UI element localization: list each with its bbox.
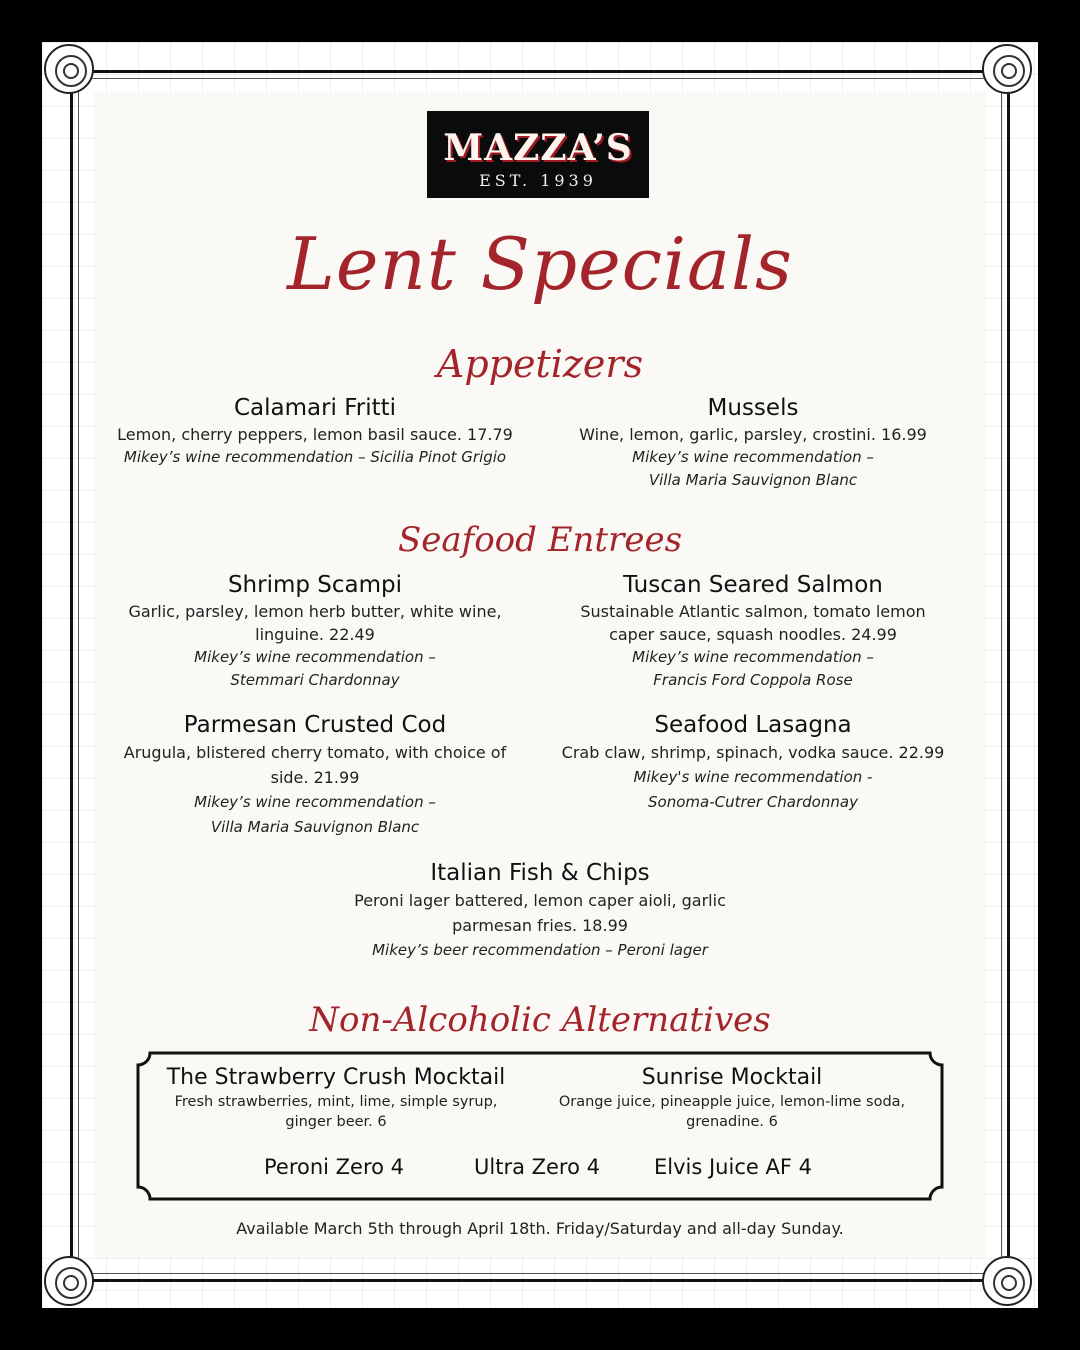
item-description: Crab claw, shrimp, spinach, vodka sauce. 22.99 <box>561 743 945 762</box>
item-description: linguine. 22.49 <box>255 625 375 644</box>
zero-drink: Ultra Zero 4 <box>474 1155 600 1179</box>
zero-drink: Peroni Zero 4 <box>264 1155 405 1179</box>
menu-item <box>108 710 522 840</box>
item-description: Wine, lemon, garlic, parsley, crostini. 16.99 <box>579 425 927 444</box>
item-recommendation: Mikey’s wine recommendation – <box>194 648 436 666</box>
item-name: Parmesan Crusted Cod <box>183 712 447 738</box>
item-name: Italian Fish & Chips <box>430 860 650 886</box>
item-recommendation: Mikey’s wine recommendation – Sicilia Pinot Grigio <box>123 448 507 466</box>
availability-note: Available March 5th through April 18th. Friday/Saturday and all-day Sunday. <box>236 1219 844 1238</box>
item-recommendation: Stemmari Chardonnay <box>230 671 400 689</box>
corner-rosette-icon <box>982 1256 1032 1306</box>
mocktail-name: The Strawberry Crush Mocktail <box>166 1065 506 1090</box>
item-recommendation: Villa Maria Sauvignon Blanc <box>210 818 420 836</box>
item-description: Arugula, blistered cherry tomato, with choice of <box>123 743 507 762</box>
section-heading-seafood: Seafood Entrees <box>397 520 683 560</box>
mocktail-description: grenadine. 6 <box>686 1114 778 1130</box>
item-name: Seafood Lasagna <box>654 712 852 738</box>
corner-rosette-icon <box>44 44 94 94</box>
mocktail-description: Orange juice, pineapple juice, lemon-lime soda, <box>558 1094 906 1110</box>
item-recommendation: Mikey’s wine recommendation – <box>632 448 874 466</box>
mocktail-item <box>546 1064 918 1132</box>
menu-item <box>546 393 960 492</box>
corner-rosette-icon <box>982 44 1032 94</box>
item-description: side. 21.99 <box>270 768 360 787</box>
item-recommendation: Mikey’s beer recommendation – Peroni lager <box>372 941 708 959</box>
item-recommendation: Mikey’s wine recommendation – <box>632 648 874 666</box>
item-recommendation: Mikey's wine recommendation - <box>633 768 873 786</box>
item-name: Calamari Fritti <box>233 395 397 421</box>
item-description: Garlic, parsley, lemon herb butter, white wine, <box>128 602 502 621</box>
item-description: parmesan fries. 18.99 <box>452 916 628 935</box>
item-description: Peroni lager battered, lemon caper aioli, garlic <box>354 891 726 910</box>
corner-rosette-icon <box>44 1256 94 1306</box>
menu-item <box>108 393 522 469</box>
mocktail-name: Sunrise Mocktail <box>641 1065 823 1090</box>
item-description: caper sauce, squash noodles. 24.99 <box>609 625 897 644</box>
item-description: Lemon, cherry peppers, lemon basil sauce. 17.79 <box>117 425 513 444</box>
item-recommendation: Sonoma-Cutrer Chardonnay <box>648 793 858 811</box>
restaurant-logo <box>427 111 649 198</box>
item-recommendation: Mikey’s wine recommendation – <box>194 793 436 811</box>
logo-established: EST. 1939 <box>479 171 597 190</box>
section-heading-appetizers: Appetizers <box>436 342 644 386</box>
page-title: Lent Specials <box>287 222 793 306</box>
item-description: Sustainable Atlantic salmon, tomato lemon <box>580 602 926 621</box>
item-name: Shrimp Scampi <box>227 572 403 598</box>
menu-item <box>546 570 960 692</box>
mocktail-item <box>150 1064 522 1132</box>
section-heading-non-alcoholic: Non-Alcoholic Alternatives <box>309 1000 771 1040</box>
item-recommendation: Villa Maria Sauvignon Blanc <box>648 471 858 489</box>
mocktail-description: ginger beer. 6 <box>285 1114 387 1130</box>
zero-drink: Elvis Juice AF 4 <box>654 1155 812 1179</box>
item-name: Tuscan Seared Salmon <box>623 572 883 598</box>
logo-name: MAZZA’S <box>443 127 633 169</box>
menu-item <box>108 570 522 692</box>
mocktail-description: Fresh strawberries, mint, lime, simple syrup, <box>174 1094 498 1110</box>
menu-item <box>546 710 960 815</box>
menu-item <box>300 858 780 963</box>
item-recommendation: Francis Ford Coppola Rose <box>653 671 853 689</box>
item-name: Mussels <box>707 395 799 421</box>
